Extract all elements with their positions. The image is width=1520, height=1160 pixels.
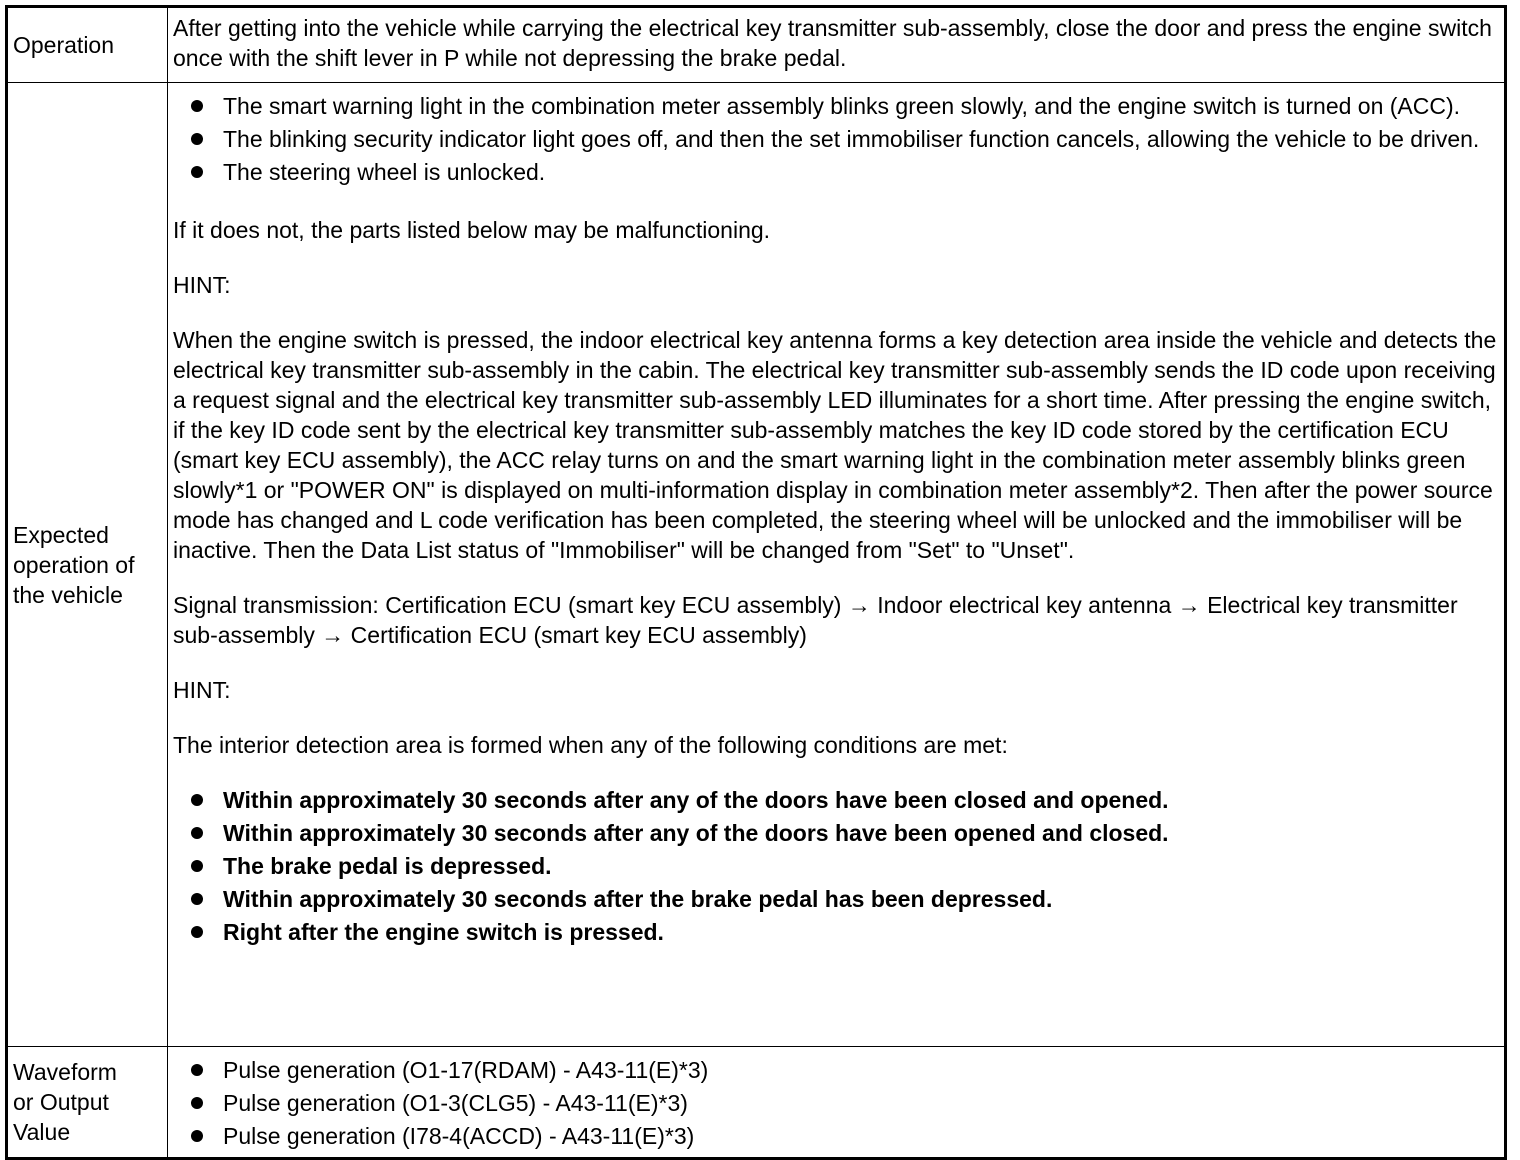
operation-row xyxy=(7,7,1506,83)
list-item xyxy=(173,91,1500,121)
bullet-icon xyxy=(191,133,203,145)
conditions-intro: The interior detection area is formed when any of the following conditions are met: xyxy=(173,732,1008,758)
list-item xyxy=(173,818,1500,848)
malfunction-note: If it does not, the parts listed below may be malfunctioning. xyxy=(173,217,771,243)
bullet-icon xyxy=(191,100,203,112)
bullet-text: The smart warning light in the combination meter assembly blinks green slowly, and the engine switch is turned on (ACC). xyxy=(223,93,1461,119)
bullet-icon xyxy=(191,827,203,839)
list-item xyxy=(173,1088,1500,1118)
condition-text: The brake pedal is depressed. xyxy=(223,853,552,879)
waveform-label-line: Waveform xyxy=(13,1059,117,1085)
expected-label-line: the vehicle xyxy=(13,581,123,608)
list-item xyxy=(173,785,1500,815)
conditions-list xyxy=(173,785,1500,947)
list-item xyxy=(173,884,1500,914)
bullet-text: The blinking security indicator light goes off, and then the set immobiliser function cancels, allowing the vehicle to be driven. xyxy=(223,126,1480,152)
list-item xyxy=(173,1121,1500,1151)
expected-label-line: Expected xyxy=(13,521,109,548)
bullet-icon xyxy=(191,1130,203,1142)
hint-text: When the engine switch is pressed, the indoor electrical key antenna forms a key detection area inside the vehicle and detects the electrical key transmitter sub-assembly in the cabin. The electrical key transmitter sub-assembly sends the ID code upon receiving a request signal and the electrical key transmitter sub-assembly LED illuminates for a short time. After pressing the engine switch, if the key ID code sent by the electrical key transmitter sub-assembly matches the key ID code stored by the certification ECU (smart key ECU assembly), the ACC relay turns on and the smart warning light in the combination meter assembly blinks green slowly*1 or "POWER ON" is displayed on multi-information display in combination meter assembly*2. Then after the power source mode has changed and L code verification has been completed, the steering wheel will be unlocked and the immobiliser will be inactive. Then the Data List status of "Immobiliser" will be changed from "Set" to "Unset". xyxy=(173,327,1497,563)
bullet-icon xyxy=(191,166,203,178)
waveform-label-line: or Output xyxy=(13,1089,109,1115)
signal-transmission-text: Signal transmission: Certification ECU (smart key ECU assembly) → Indoor electrical key antenna → Electrical key transmitter sub-assembly → Certification ECU (smart key ECU assembly) xyxy=(173,592,1458,648)
condition-text: Within approximately 30 seconds after any of the doors have been closed and opened. xyxy=(223,787,1169,813)
operation-label: Operation xyxy=(7,7,168,83)
waveform-label xyxy=(7,1047,168,1159)
hint-label: HINT: xyxy=(173,272,231,298)
expected-label-line: operation of xyxy=(13,551,135,578)
expected-row xyxy=(7,83,1506,1047)
expected-label xyxy=(7,83,168,1047)
waveform-content xyxy=(168,1047,1506,1159)
list-item xyxy=(173,851,1500,881)
operation-text: After getting into the vehicle while carrying the electrical key transmitter sub-assembly, close the door and press the engine switch once with the shift lever in P while not depressing the brake pedal. xyxy=(168,7,1506,83)
list-item xyxy=(173,124,1500,154)
bullet-icon xyxy=(191,1064,203,1076)
bullet-icon xyxy=(191,1097,203,1109)
waveform-text: Pulse generation (O1-3(CLG5) - A43-11(E)*3) xyxy=(223,1090,688,1116)
bullet-icon xyxy=(191,860,203,872)
condition-text: Within approximately 30 seconds after any of the doors have been opened and closed. xyxy=(223,820,1169,846)
bullet-icon xyxy=(191,926,203,938)
waveform-text: Pulse generation (I78-4(ACCD) - A43-11(E)*3) xyxy=(223,1123,695,1149)
expected-bullet-list xyxy=(173,91,1500,187)
list-item xyxy=(173,157,1500,187)
condition-text: Right after the engine switch is pressed. xyxy=(223,919,664,945)
waveform-text: Pulse generation (O1-17(RDAM) - A43-11(E)*3) xyxy=(223,1057,709,1083)
specification-table xyxy=(5,5,1507,1160)
waveform-bullet-list xyxy=(173,1055,1500,1151)
waveform-row xyxy=(7,1047,1506,1159)
expected-content xyxy=(168,83,1506,1047)
list-item xyxy=(173,1055,1500,1085)
bullet-text: The steering wheel is unlocked. xyxy=(223,159,546,185)
condition-text: Within approximately 30 seconds after the brake pedal has been depressed. xyxy=(223,886,1053,912)
hint-label: HINT: xyxy=(173,677,231,703)
bullet-icon xyxy=(191,794,203,806)
waveform-label-line: Value xyxy=(13,1119,71,1145)
list-item xyxy=(173,917,1500,947)
bullet-icon xyxy=(191,893,203,905)
